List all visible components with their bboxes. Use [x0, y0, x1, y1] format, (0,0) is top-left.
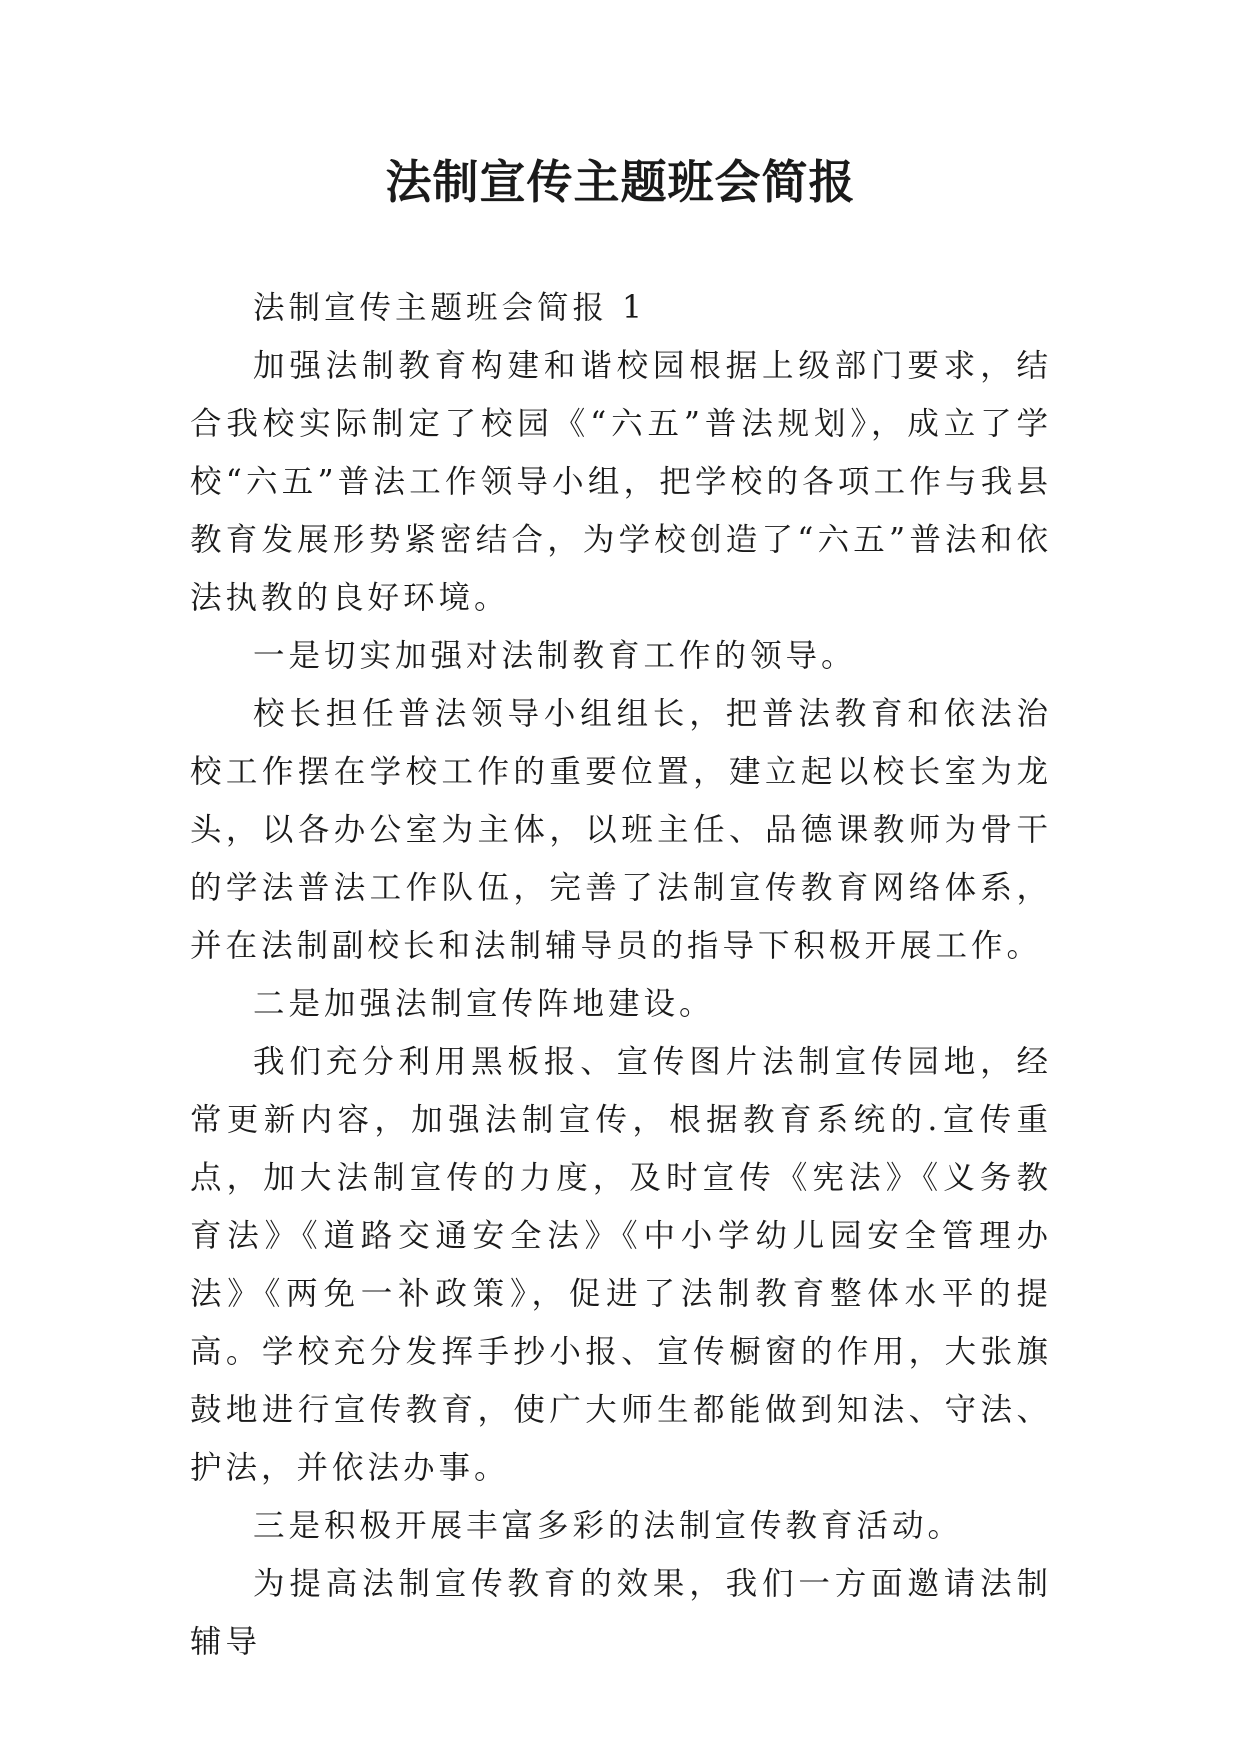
section-heading-2: 二是加强法制宣传阵地建设。 — [253, 986, 715, 1022]
document-title: 法制宣传主题班会简报 — [385, 155, 856, 209]
section-heading-1: 一是切实加强对法制教育工作的领导。 — [253, 638, 857, 674]
body-paragraph: 为提高法制宣传教育的效果，我们一方面邀请法制辅导 — [190, 1566, 1052, 1660]
section-heading-3: 三是积极开展丰富多彩的法制宣传教育活动。 — [253, 1508, 964, 1544]
body-paragraph: 校长担任普法领导小组组长，把普法教育和依法治校工作摆在学校工作的重要位置，建立起以校长室为龙头，以各办公室为主体，以班主任、品德课教师为骨干的学法普法工作队伍，完善了法制宣传教育网络体系，并在法制副校长和法制辅导员的指导下积极开展工作。 — [190, 696, 1052, 964]
body-paragraph: 加强法制教育构建和谐校园根据上级部门要求，结合我校实际制定了校园《“六五”普法规划》，成立了学校“六五”普法工作领导小组，把学校的各项工作与我县教育发展形势紧密结合，为学校创造了“六五”普法和依法执教的良好环境。 — [190, 348, 1052, 616]
body-paragraph: 我们充分利用黑板报、宣传图片法制宣传园地，经常更新内容，加强法制宣传，根据教育系统的.宣传重点，加大法制宣传的力度，及时宣传《宪法》《义务教育法》《道路交通安全法》《中小学幼儿园安全管理办法》《两免一补政策》，促进了法制教育整体水平的提高。学校充分发挥手抄小报、宣传橱窗的作用，大张旗鼓地进行宣传教育，使广大师生都能做到知法、守法、护法，并依法办事。 — [190, 1044, 1052, 1486]
subtitle-paragraph: 法制宣传主题班会简报 1 — [253, 290, 647, 326]
document-body — [190, 279, 1052, 1671]
